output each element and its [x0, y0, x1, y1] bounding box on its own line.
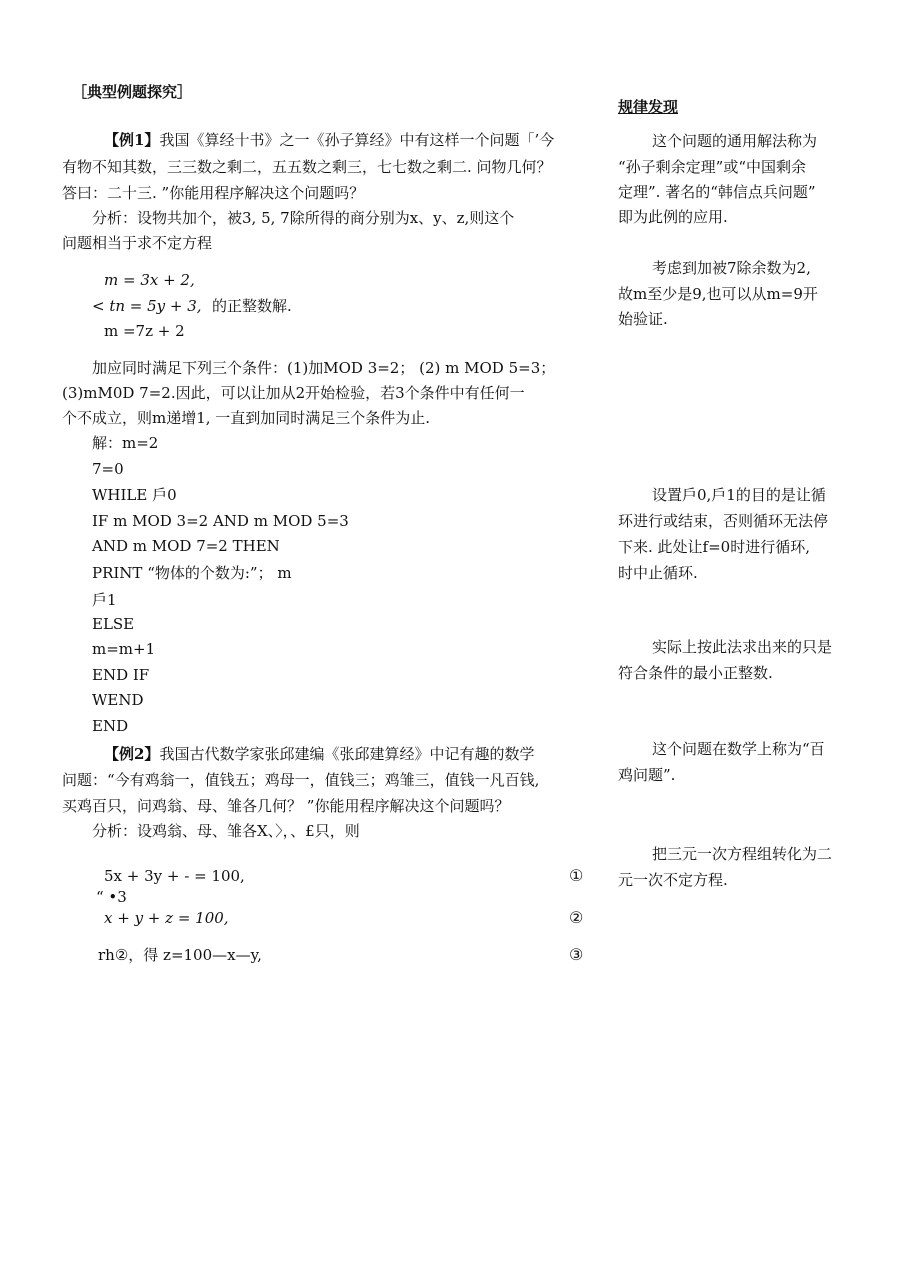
sidebar-note3-line: 时中止循环.	[618, 564, 698, 582]
example1-text1: 我国《算经十书》之一《孙子算经》中有这样一个问题「’今	[159, 131, 555, 149]
example2-equation1-mark: “ •3	[96, 888, 127, 906]
example1-condition3: 个不成立，则m递增1, 一直到加同时满足三个条件为止.	[62, 409, 431, 427]
sidebar-note6-line: 把三元一次方程组转化为二	[652, 845, 833, 863]
sidebar-note5-line: 这个问题在数学上称为“百	[652, 740, 825, 758]
sidebar-note2-line: 始验证.	[618, 310, 668, 328]
example1-line3: 答曰：二十三. ”你能用程序解决这个问题吗？	[62, 184, 365, 202]
section-title: ［典型例题探究］	[72, 83, 193, 101]
example1-line2: 有物不知其数，三三数之剩二，五五数之剩三，七七数之剩二. 问物几何？	[62, 158, 552, 176]
example1-condition1: 加应同时满足下列三个条件：(1)加MOD 3=2； (2) m MOD 5=3；	[92, 359, 556, 377]
code-line: ELSE	[92, 615, 135, 633]
example1-solution-label: 解：m=2	[92, 434, 159, 452]
sidebar-note1-line: “孙子剩余定理”或“中国剩余	[618, 158, 807, 176]
example2-equation2: x + y + z = 100,	[104, 909, 229, 927]
code-line: 戶1	[92, 591, 117, 609]
example1-equation2: < tn = 5y + 3,	[92, 297, 202, 315]
sidebar-note4-line: 实际上按此法求出来的只是	[652, 638, 833, 656]
example1-equation1: m = 3x + 2,	[104, 271, 195, 289]
sidebar-note5-line: 鸡问题”.	[618, 766, 676, 784]
example1-equation2-suffix: 的正整数解.	[212, 297, 292, 315]
code-line: AND m MOD 7=2 THEN	[92, 537, 280, 555]
code-line: PRINT “物体的个数为:”； m	[92, 564, 292, 582]
example1-label: 【例1】	[104, 131, 160, 149]
example2-line1	[104, 744, 534, 764]
sidebar-note6-line: 元一次不定方程.	[618, 871, 728, 889]
code-line: END IF	[92, 666, 150, 684]
example2-line3: 买鸡百只，问鸡翁、母、雏各几何？ ”你能用程序解决这个问题吗？	[62, 797, 510, 815]
example1-line1	[104, 130, 554, 150]
code-line: END	[92, 717, 129, 735]
example2-text1: 我国古代数学家张邱建编《张邱建算经》中记有趣的数学	[159, 745, 535, 763]
sidebar-note4-line: 符合条件的最小正整数.	[618, 664, 773, 682]
code-line: IF m MOD 3=2 AND m MOD 5=3	[92, 512, 349, 530]
sidebar-note3-line: 环进行或结束，否则循环无法停	[618, 512, 829, 530]
sidebar-title: 规律发现	[618, 98, 679, 116]
code-line: 7=0	[92, 460, 124, 478]
sidebar-note1-line: 这个问题的通用解法称为	[652, 132, 818, 150]
code-line: WEND	[92, 691, 144, 709]
sidebar-note1-line: 定理”. 著名的“韩信点兵问题”	[618, 183, 816, 201]
example2-equation1: 5x + 3y + - = 100,	[104, 867, 245, 885]
sidebar-note1-line: 即为此例的应用.	[618, 208, 728, 226]
example1-condition2: (3)mM0D 7=2.因此，可以让加从2开始检验，若3个条件中有任何一	[62, 384, 525, 402]
code-line: WHILE 戶0	[92, 486, 177, 504]
equation-number-3: ③	[569, 945, 584, 964]
sidebar-note3-line: 下来. 此处让f=0时进行循环,	[618, 538, 810, 556]
example2-label: 【例2】	[104, 745, 160, 763]
example2-line2: 问题：“今有鸡翁一，值钱五；鸡母一，值钱三；鸡雏三，值钱一凡百钱,	[62, 771, 540, 789]
sidebar-note3-line: 设置戶0,戶1的目的是让循	[652, 486, 826, 504]
example1-equation3: m =7z + 2	[104, 322, 185, 340]
example1-analysis1: 分析：设物共加个，被3, 5, 7除所得的商分别为x、y、z,则这个	[92, 209, 515, 227]
sidebar-note2-line: 故m至少是9,也可以从m=9开	[618, 285, 818, 303]
equation-number-1: ①	[569, 866, 584, 885]
code-line: m=m+1	[92, 640, 156, 658]
example1-analysis2: 问题相当于求不定方程	[62, 234, 213, 252]
equation-number-2: ②	[569, 908, 584, 927]
example2-analysis: 分析：设鸡翁、母、雏各X、〉，、£只，则	[92, 822, 360, 840]
sidebar-note2-line: 考虑到加被7除余数为2,	[652, 259, 811, 277]
example2-equation3: rh②，得 z=100—x—y,	[98, 946, 262, 964]
